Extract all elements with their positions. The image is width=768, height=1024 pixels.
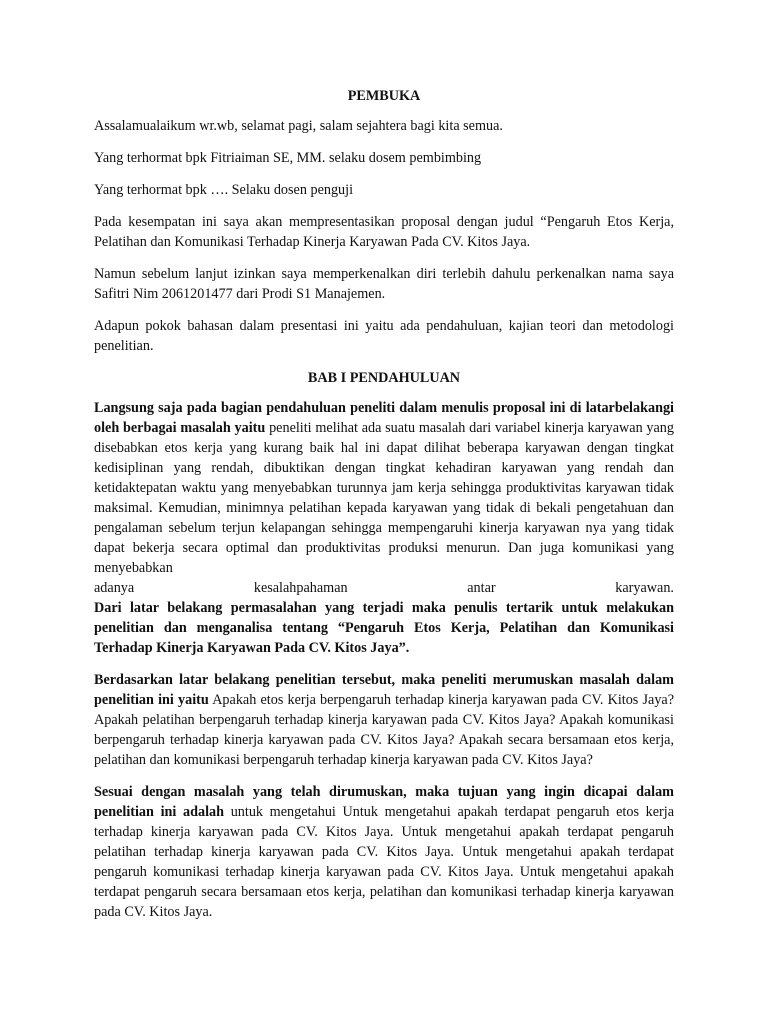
- background-word-3: antar: [467, 580, 496, 596]
- background-body-text: peneliti melihat ada suatu masalah dari variabel kinerja karyawan yang disebabkan etos kerja yang kurang baik hal ini dapat dilihat beberapa karyawan dengan tingkat kedisiplinan yang rendah, dibuktikan dengan tingkat kehadiran karyawan yang rendah dan ketidaktepatan waktu yang menyebabkan turunnya jam kerja sehingga produktivitas karyawan tidak maksimal. Kemudian, minimnya pelatihan kepada karyawan yang tidak di bekali pengetahuan dan pengalaman sebelum terjun kelapangan sehingga mempengaruhi kinerja karyawan nya yang tidak dapat bekerja secara optimal dan produktivitas produksi menurun. Dan juga komunikasi yang menyebabkan: [94, 420, 674, 576]
- background-word-2: kesalahpahaman: [253, 580, 348, 596]
- examiner-respect-paragraph: Yang terhormat bpk …. Selaku dosen penguji: [94, 182, 354, 198]
- background-paragraph: [94, 398, 674, 578]
- problem-paragraph: [94, 670, 674, 770]
- problem-bold-text: Berdasarkan latar belakang penelitian tersebut, maka peneliti merumuskan masalah dalam penelitian ini yaitu: [94, 672, 674, 708]
- objective-paragraph: [94, 782, 674, 922]
- greeting-paragraph: Assalamualaikum wr.wb, selamat pagi, salam sejahtera bagi kita semua.: [94, 118, 503, 134]
- objective-body-text: untuk mengetahui Untuk mengetahui apakah terdapat pengaruh etos kerja terhadap kinerja karyawan pada CV. Kitos Jaya. Untuk mengetahui apakah terdapat pengaruh pelatihan terhadap kinerja karyawan pada CV. Kitos Jaya. Untuk mengetahui apakah terdapat pengaruh komunikasi terhadap kinerja karyawan pada CV. Kitos Jaya. Untuk mengetahui apakah terdapat pengaruh secara bersamaan etos kerja, pelatihan dan komunikasi terhadap kinerja karyawan pada CV. Kitos Jaya.: [94, 804, 675, 920]
- background-bold-text: Langsung saja pada bagian pendahuluan peneliti dalam menulis proposal ini di latarbelakangi oleh berbagai masalah yaitu: [94, 400, 674, 436]
- background-last-line: [94, 578, 674, 598]
- objective-bold-text: Sesuai dengan masalah yang telah dirumuskan, maka tujuan yang ingin dicapai dalam penelitian ini adalah: [94, 784, 674, 820]
- chapter1-title: BAB I PENDAHULUAN: [307, 370, 461, 386]
- advisor-respect-paragraph: Yang terhormat bpk Fitriaiman SE, MM. selaku dosem pembimbing: [94, 150, 482, 166]
- problem-body-text: Apakah etos kerja berpengaruh terhadap kinerja karyawan pada CV. Kitos Jaya? Apakah pelatihan berpengaruh terhadap kinerja karyawan pada CV. Kitos Jaya? Apakah komunikasi berpengaruh terhadap kinerja karyawan pada CV. Kitos Jaya? Apakah secara bersamaan etos kerja, pelatihan dan komunikasi berpengaruh terhadap kinerja karyawan pada CV. Kitos Jaya?: [94, 692, 675, 768]
- background-word-4: karyawan.: [615, 580, 674, 596]
- introduction-paragraph: Namun sebelum lanjut izinkan saya memperkenalkan diri terlebih dahulu perkenalkan nama saya Safitri Nim 2061201477 dari Prodi S1 Manajemen.: [94, 266, 674, 302]
- background-word-1: adanya: [94, 580, 135, 596]
- opening-title: PEMBUKA: [347, 88, 421, 104]
- document-page: [94, 86, 674, 934]
- presentation-paragraph: Pada kesempatan ini saya akan mempresentasikan proposal dengan judul “Pengaruh Etos Kerja, Pelatihan dan Komunikasi Terhadap Kinerja Karyawan Pada CV. Kitos Jaya.: [94, 214, 674, 250]
- interest-paragraph: Dari latar belakang permasalahan yang terjadi maka penulis tertarik untuk melakukan penelitian dan menganalisa tentang “Pengaruh Etos Kerja, Pelatihan dan Komunikasi Terhadap Kinerja Karyawan Pada CV. Kitos Jaya”.: [94, 600, 674, 656]
- agenda-paragraph: Adapun pokok bahasan dalam presentasi ini yaitu ada pendahuluan, kajian teori dan metodologi penelitian.: [94, 318, 674, 354]
